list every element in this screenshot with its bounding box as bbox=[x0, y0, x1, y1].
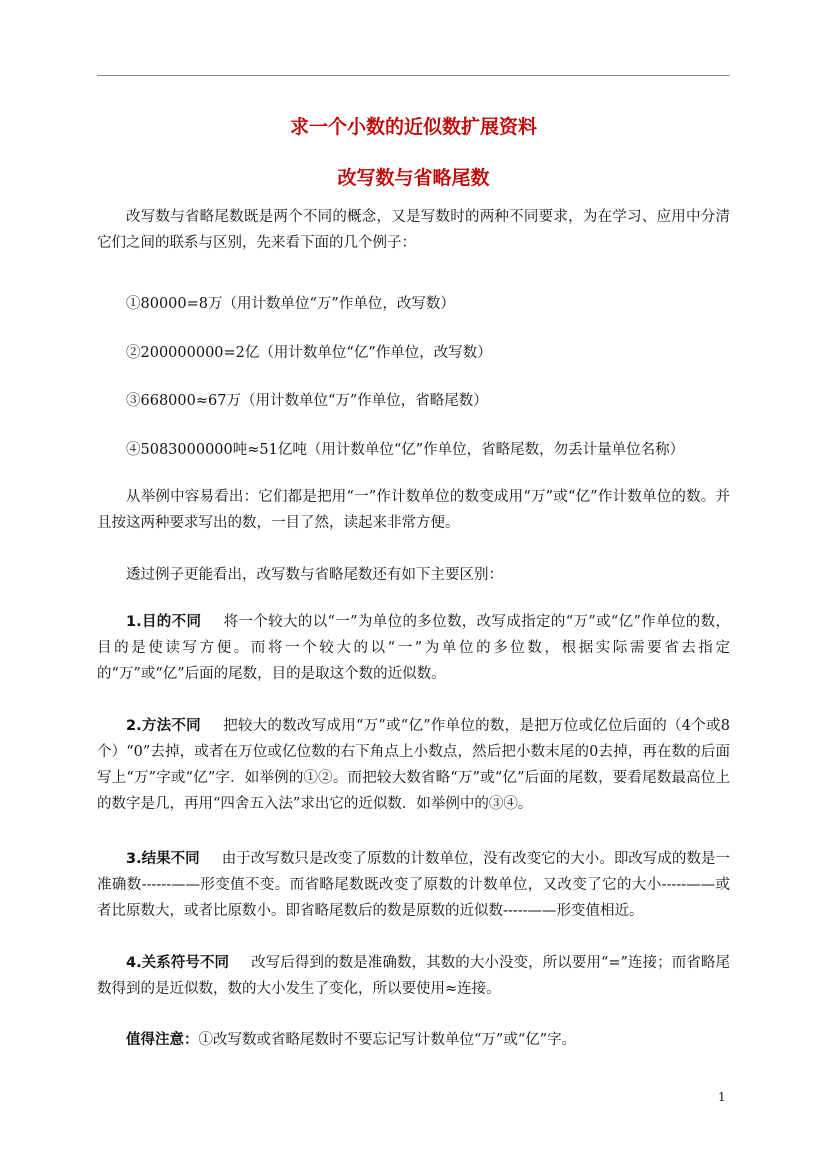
document-title: 求一个小数的近似数扩展资料 bbox=[289, 116, 537, 138]
example-1: ①80000=8万（用计数单位“万”作单位，改写数） bbox=[126, 296, 455, 312]
point-4-text: 改写后得到的数是准确数，其数的大小没变，所以要用“=”连接；而省略尾数得到的是近似数，数的大小发生了变化，所以要使用≈连接。 bbox=[97, 955, 730, 997]
point-1 bbox=[97, 609, 730, 687]
point-3-label: 3.结果不同 bbox=[126, 851, 200, 867]
point-2-label: 2.方法不同 bbox=[126, 718, 201, 734]
example-3: ③668000≈67万（用计数单位“万”作单位，省略尾数） bbox=[126, 393, 488, 409]
point-1-label: 1.目的不同 bbox=[126, 614, 202, 630]
page-number: 1 bbox=[718, 1090, 726, 1104]
observation-paragraph: 从举例中容易看出：它们都是把用“一”作计数单位的数变成用“万”或“亿”作计数单位的数。并且按这两种要求写出的数，一目了然，读起来非常方便。 bbox=[97, 489, 730, 531]
note-text: ①改写数或省略尾数时不要忘记写计数单位“万”或“亿”字。 bbox=[198, 1032, 577, 1048]
point-4-label: 4.关系符号不同 bbox=[126, 955, 230, 971]
header-rule bbox=[97, 75, 730, 76]
note-paragraph bbox=[97, 1027, 730, 1053]
example-4: ④5083000000吨≈51亿吨（用计数单位“亿”作单位，省略尾数，勿丢计量单位名称） bbox=[126, 442, 685, 458]
example-2: ②200000000=2亿（用计数单位“亿”作单位，改写数） bbox=[126, 345, 492, 361]
point-1-text: 将一个较大的以“一”为单位的多位数，改写成指定的“万”或“亿”作单位的数，目的是使读写方便。而将一个较大的以“一”为单位的多位数，根据实际需要省去指定的“万”或“亿”后面的尾数，目的是取这个数的近似数。 bbox=[97, 614, 730, 682]
note-label: 值得注意： bbox=[126, 1032, 199, 1048]
point-3 bbox=[97, 846, 730, 924]
point-3-text: 由于改写数只是改变了原数的计数单位，没有改变它的大小。即改写成的数是一准确数------——形变值不变。而省略尾数既改变了原数的计数单位，又改变了它的大小-----——或者比原数大，或者比原数小。即省略尾数后的数是原数的近似数-----——形变值相近。 bbox=[97, 851, 730, 919]
point-4 bbox=[97, 950, 730, 1002]
document-subtitle: 改写数与省略尾数 bbox=[337, 167, 490, 189]
transition-paragraph: 透过例子更能看出，改写数与省略尾数还有如下主要区别： bbox=[126, 567, 503, 583]
point-2 bbox=[97, 713, 730, 817]
point-2-text: 把较大的数改写成用“万”或“亿”作单位的数，是把万位或亿位后面的（4个或8个）“0”去掉，或者在万位或亿位数的右下角点上小数点，然后把小数末尾的0去掉，再在数的后面写上“万”字或“亿”字．如举例的①②。而把较大数省略“万”或“亿”后面的尾数，要看尾数最高位上的数字是几，再用“四舍五入法”求出它的近似数．如举例中的③④。 bbox=[97, 718, 730, 812]
intro-paragraph: 改写数与省略尾数既是两个不同的概念，又是写数时的两种不同要求，为在学习、应用中分清它们之间的联系与区别，先来看下面的几个例子： bbox=[97, 209, 730, 251]
